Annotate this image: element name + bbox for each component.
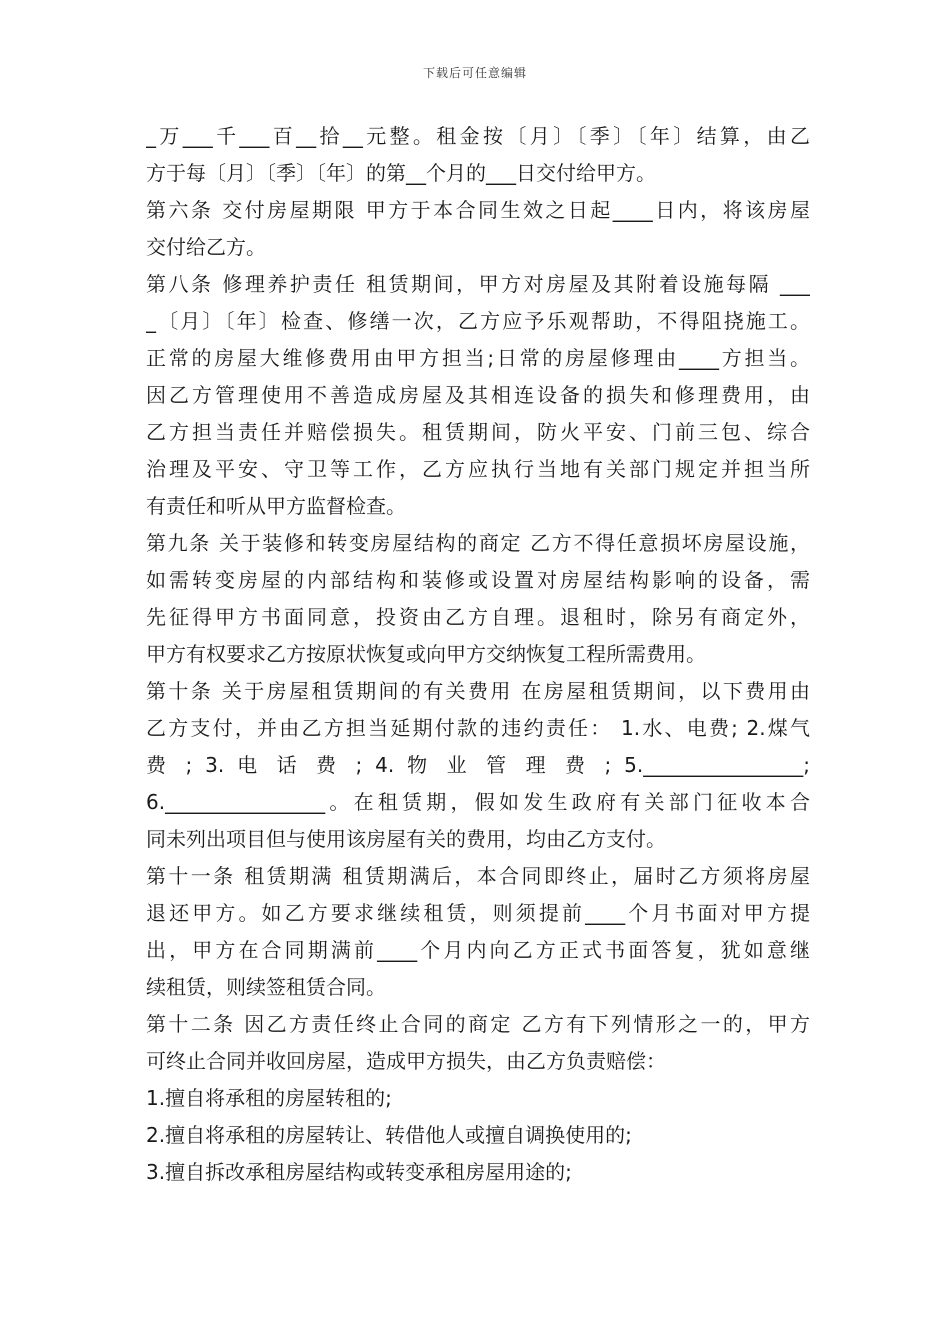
text-line: 如需转变房屋的内部结构和装修或设置对房屋结构影响的设备，需 bbox=[146, 568, 810, 592]
text-line: 乙方担当责任并赔偿损失。租赁期间，防火平安、门前三包、综合 bbox=[146, 420, 810, 444]
text-line: 乙方支付，并由乙方担当延期付款的违约责任： 1.水、电费; 2.煤气 bbox=[146, 716, 810, 740]
text-line: 2.擅自将承租的房屋转让、转借他人或擅自调换使用的; bbox=[146, 1123, 632, 1147]
text-line: 正常的房屋大维修费用由甲方担当;日常的房屋修理由____方担当。 bbox=[146, 346, 810, 370]
text-line: 有责任和听从甲方监督检查。 bbox=[146, 494, 406, 518]
text-line: 方于每〔月〕〔季〕〔年〕的第__个月的___日交付给甲方。 bbox=[146, 161, 656, 185]
text-line: 退还甲方。如乙方要求继续租赁，则须提前____个月书面对甲方提 bbox=[146, 901, 810, 925]
text-line: 同未列出项目但与使用该房屋有关的费用，均由乙方支付。 bbox=[146, 827, 666, 851]
text-line: 因乙方管理使用不善造成房屋及其相连设备的损失和修理费用，由 bbox=[146, 383, 810, 407]
text-line: 可终止合同并收回房屋，造成甲方损失，由乙方负责赔偿： bbox=[146, 1049, 666, 1073]
text-line: 交付给乙方。 bbox=[146, 235, 266, 259]
text-line: 6.________________。在租赁期，假如发生政府有关部门征收本合 bbox=[146, 790, 810, 814]
page-header: 下载后可任意编辑 bbox=[422, 66, 527, 80]
text-line: 1.擅自将承租的房屋转租的; bbox=[146, 1086, 392, 1110]
text-line: 第十一条 租赁期满 租赁期满后，本合同即终止，届时乙方须将房屋 bbox=[146, 864, 810, 888]
text-line: 费 ; 3. 电 话 费 ; 4. 物 业 管 理 费 ; 5.________________; bbox=[146, 753, 810, 777]
text-line: 第六条 交付房屋期限 甲方于本合同生效之日起____日内，将该房屋 bbox=[146, 198, 810, 222]
text-line: 先征得甲方书面同意，投资由乙方自理。退租时，除另有商定外， bbox=[146, 605, 810, 629]
text-line: 第十条 关于房屋租赁期间的有关费用 在房屋租赁期间，以下费用由 bbox=[146, 679, 810, 703]
text-line: 3.擅自拆改承租房屋结构或转变承租房屋用途的; bbox=[146, 1160, 572, 1184]
text-line: 第九条 关于装修和转变房屋结构的商定 乙方不得任意损坏房屋设施， bbox=[146, 531, 810, 555]
text-line: 续租赁，则续签租赁合同。 bbox=[146, 975, 386, 999]
text-line: _〔月〕〔年〕检查、修缮一次，乙方应予乐观帮助，不得阻挠施工。 bbox=[146, 309, 810, 333]
text-line: 第八条 修理养护责任 租赁期间，甲方对房屋及其附着设施每隔 ___ bbox=[146, 272, 810, 296]
document-body bbox=[146, 118, 810, 1191]
text-line: 第十二条 因乙方责任终止合同的商定 乙方有下列情形之一的，甲方 bbox=[146, 1012, 810, 1036]
text-line: 治理及平安、守卫等工作，乙方应执行当地有关部门规定并担当所 bbox=[146, 457, 810, 481]
text-line: 出，甲方在合同期满前____个月内向乙方正式书面答复，犹如意继 bbox=[146, 938, 810, 962]
text-line: _万___千___百__拾__元整。租金按〔月〕〔季〕〔年〕结算，由乙 bbox=[146, 124, 810, 148]
text-line: 甲方有权要求乙方按原状恢复或向甲方交纳恢复工程所需费用。 bbox=[146, 642, 706, 666]
